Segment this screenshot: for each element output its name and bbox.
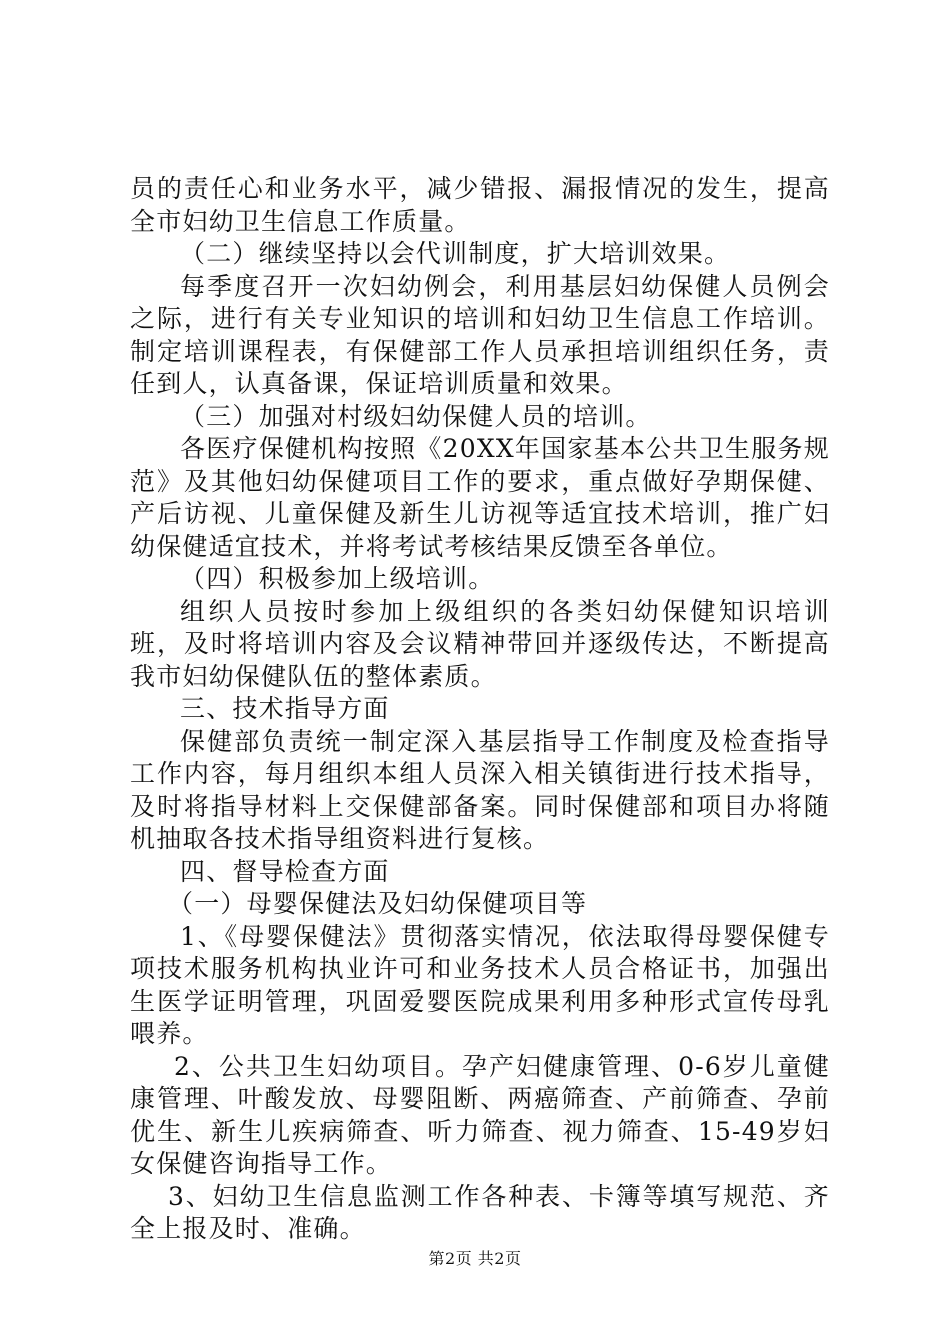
section-heading-supervision: 四、督导检查方面 (180, 856, 390, 886)
subheading-4: （四）积极参加上级培训。 (180, 564, 495, 593)
list-item-3: 3、妇幼卫生信息监测工作各种表、卡簿等填写规范、齐全上报及时、准确。 (130, 1181, 830, 1243)
subheading-maternal-law: （一）母婴保健法及妇幼保健项目等 (168, 889, 588, 918)
document-body (130, 173, 830, 1246)
section-heading-tech-guidance: 三、技术指导方面 (180, 694, 390, 723)
list-item-2: 2、公共卫生妇幼项目。孕产妇健康管理、0-6岁儿童健康管理、叶酸发放、母婴阻断、两癌筛查、产前筛查、孕前优生、新生儿疾病筛查、听力筛查、视力筛查、15-49岁妇女保健咨询指导工作。 (130, 1051, 830, 1178)
paragraph-upper-training: 组织人员按时参加上级组织的各类妇幼保健知识培训班，及时将培训内容及会议精神带回并逐级传达，不断提高我市妇幼保健队伍的整体素质。 (130, 596, 830, 691)
paragraph-tech-guidance: 保健部负责统一制定深入基层指导工作制度及检查指导工作内容，每月组织本组人员深入相关镇街进行技术指导，及时将指导材料上交保健部备案。同时保健部和项目办将随机抽取各技术指导组资料进行复核。 (130, 726, 830, 853)
list-item-1: 1、《母婴保健法》贯彻落实情况，依法取得母婴保健专项技术服务机构执业许可和业务技术人员合格证书，加强出生医学证明管理，巩固爱婴医院成果利用多种形式宣传母乳喂养。 (130, 921, 830, 1048)
paragraph-village-training: 各医疗保健机构按照《20XX年国家基本公共卫生服务规范》及其他妇幼保健项目工作的要求，重点做好孕期保健、产后访视、儿童保健及新生儿访视等适宜技术培训，推广妇幼保健适宜技术，并将考试考核结果反馈至各单位。 (130, 434, 830, 561)
subheading-2: （二）继续坚持以会代训制度，扩大培训效果。 (180, 239, 731, 268)
page-footer: 第2页 共2页 (428, 1249, 522, 1268)
paragraph-meetings: 每季度召开一次妇幼例会，利用基层妇幼保健人员例会之际，进行有关专业知识的培训和妇幼卫生信息工作培训。制定培训课程表，有保健部工作人员承担培训组织任务，责任到人，认真备课，保证培训质量和效果。 (130, 271, 830, 398)
subheading-3: （三）加强对村级妇幼保健人员的培训。 (180, 401, 652, 431)
paragraph-continuation: 员的责任心和业务水平，减少错报、漏报情况的发生，提高全市妇幼卫生信息工作质量。 (130, 174, 830, 236)
